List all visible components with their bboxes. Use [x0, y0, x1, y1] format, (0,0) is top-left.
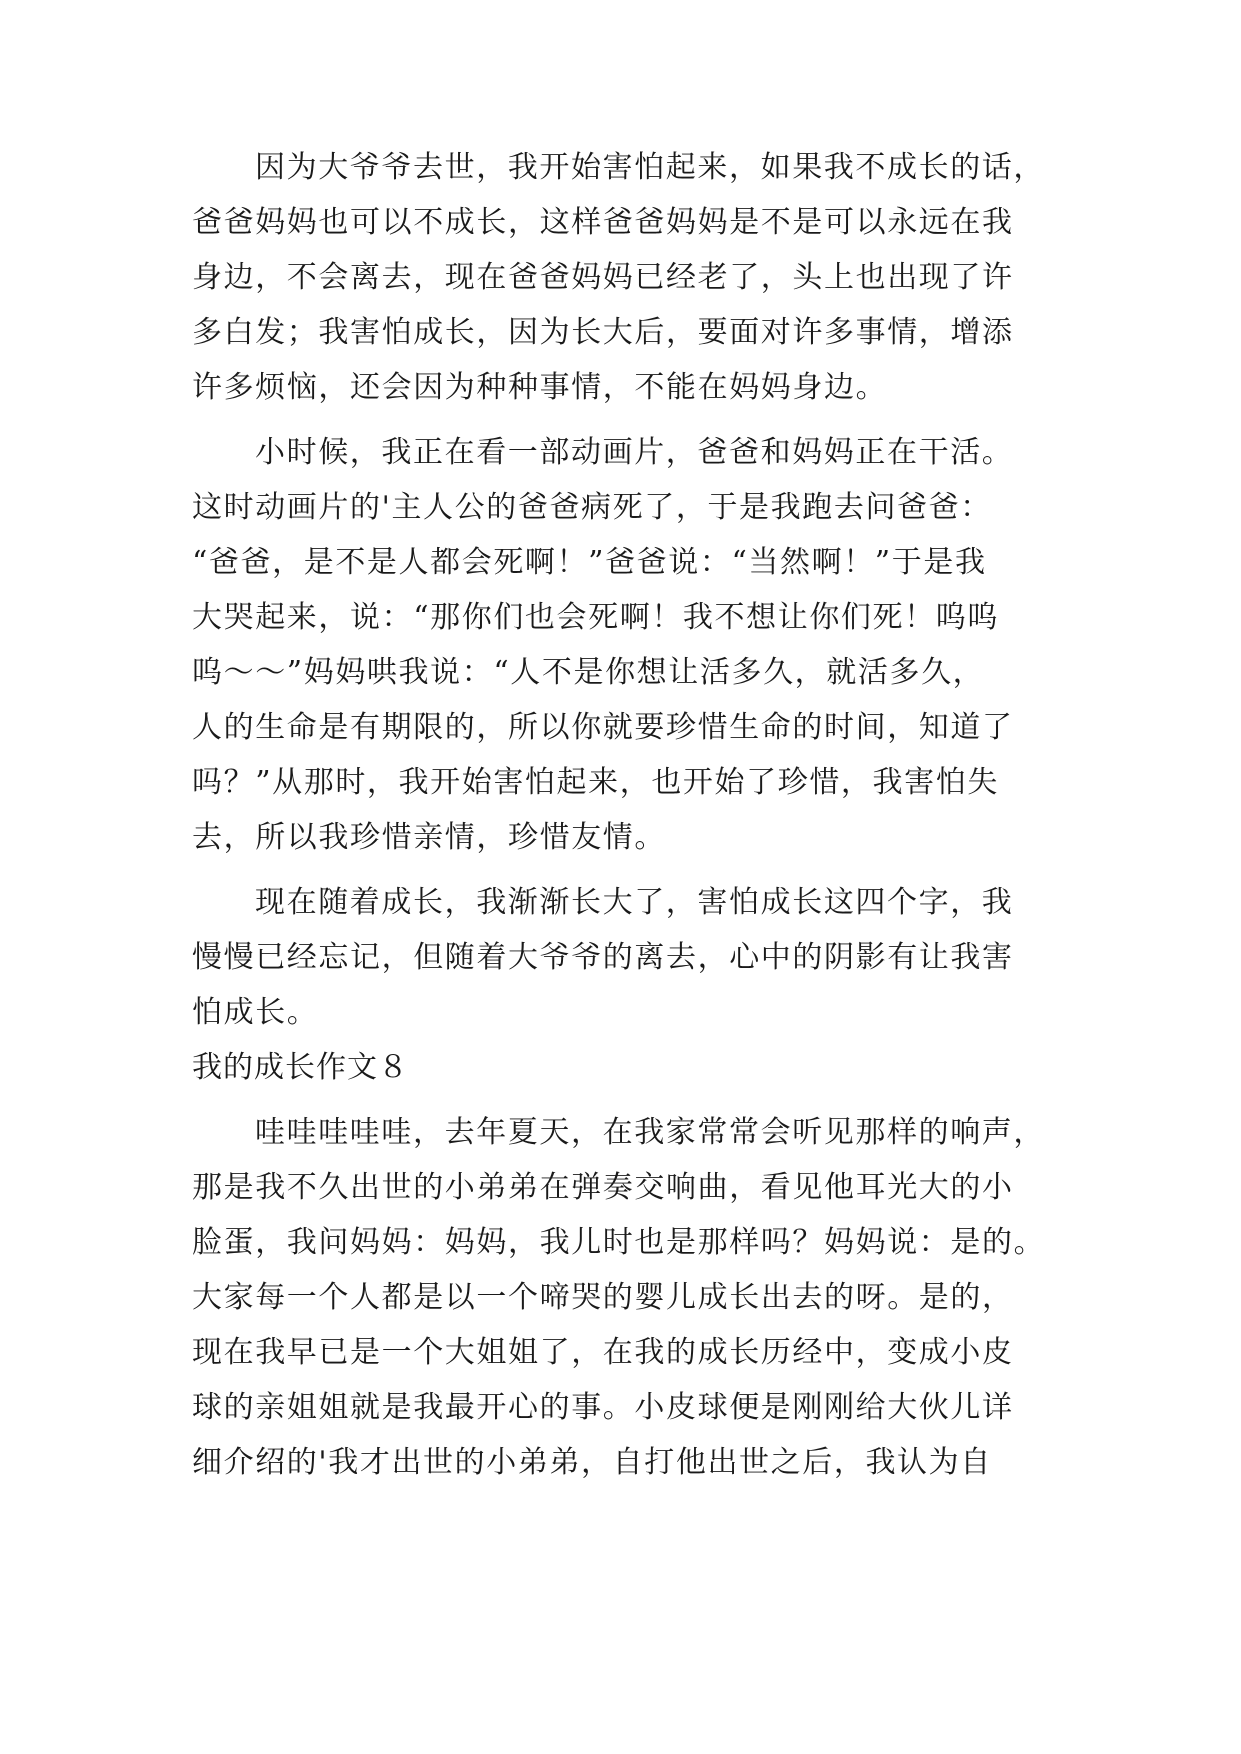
- text-line: 小时候，我正在看一部动画片，爸爸和妈妈正在干活。: [255, 435, 1014, 470]
- text-line: 大哭起来，说：“那你们也会死啊！我不想让你们死！呜呜: [192, 600, 999, 635]
- text-line: 现在随着成长，我渐渐长大了，害怕成长这四个字，我: [255, 885, 1014, 920]
- text-line: 多白发；我害怕成长，因为长大后，要面对许多事情，增添: [192, 315, 1014, 350]
- text-line: 这时动画片的'主人公的爸爸病死了，于是我跑去问爸爸：: [192, 490, 992, 525]
- text-line: 大家每一个人都是以一个啼哭的婴儿成长出去的呀。是的，: [192, 1280, 1014, 1315]
- text-line: 怕成长。: [192, 995, 319, 1030]
- text-line: 爸爸妈妈也可以不成长，这样爸爸妈妈是不是可以永远在我: [192, 205, 1014, 240]
- text-line: 细介绍的'我才出世的小弟弟，自打他出世之后，我认为自: [192, 1445, 992, 1480]
- text-line: 去，所以我珍惜亲情，珍惜友情。: [192, 820, 666, 855]
- text-line: 因为大爷爷去世，我开始害怕起来，如果我不成长的话，: [255, 150, 1045, 185]
- text-line: 人的生命是有期限的，所以你就要珍惜生命的时间，知道了: [192, 710, 1014, 745]
- text-line: 许多烦恼，还会因为种种事情，不能在妈妈身边。: [192, 370, 888, 405]
- section-heading: 我的成长作文８: [192, 1050, 409, 1085]
- text-line: 球的亲姐姐就是我最开心的事。小皮球便是刚刚给大伙儿详: [192, 1390, 1014, 1425]
- text-line: 慢慢已经忘记，但随着大爷爷的离去，心中的阴影有让我害: [192, 940, 1014, 975]
- text-line: 脸蛋，我问妈妈：妈妈，我儿时也是那样吗？妈妈说：是的。: [192, 1225, 1046, 1260]
- text-line: “爸爸，是不是人都会死啊！”爸爸说：“当然啊！”于是我: [192, 545, 987, 580]
- text-line: 身边，不会离去，现在爸爸妈妈已经老了，头上也出现了许: [192, 260, 1014, 295]
- text-line: 现在我早已是一个大姐姐了，在我的成长历经中，变成小皮: [192, 1335, 1014, 1370]
- text-line: 吗？”从那时，我开始害怕起来，也开始了珍惜，我害怕失: [192, 765, 999, 800]
- text-line: 哇哇哇哇哇，去年夏天，在我家常常会听见那样的响声，: [255, 1115, 1045, 1150]
- text-line: 那是我不久出世的小弟弟在弹奏交响曲，看见他耳光大的小: [192, 1170, 1014, 1205]
- text-line: 呜～～”妈妈哄我说：“人不是你想让活多久，就活多久，: [192, 655, 985, 690]
